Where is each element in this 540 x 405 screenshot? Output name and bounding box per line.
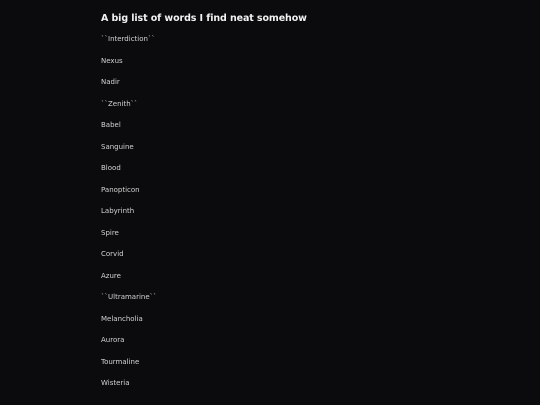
page-title: A big list of words I find neat somehow [101, 13, 307, 24]
word-list-item: Nexus [101, 56, 123, 65]
word-list-item: Tourmaline [101, 357, 140, 366]
word-list-item: Spire [101, 228, 119, 237]
word-list-item: Corvid [101, 250, 124, 258]
main-content [101, 10, 441, 387]
word-list-item: Blood [101, 164, 121, 172]
word-list-item: Aurora [101, 336, 125, 344]
word-list-item: ``Zenith`` [101, 99, 138, 108]
word-list-item: Azure [101, 271, 121, 280]
word-list-item: Sanguine [101, 142, 134, 151]
word-list-item: Nadir [101, 78, 120, 86]
word-list-item: Panopticon [101, 185, 140, 194]
word-list-item: Labyrinth [101, 207, 135, 215]
word-list-item: ``Interdiction`` [101, 35, 155, 43]
word-list-item: Wisteria [101, 379, 130, 387]
word-list-item: Babel [101, 121, 121, 129]
word-list-item: Melancholia [101, 314, 143, 323]
word-list-item: ``Ultramarine`` [101, 293, 157, 301]
